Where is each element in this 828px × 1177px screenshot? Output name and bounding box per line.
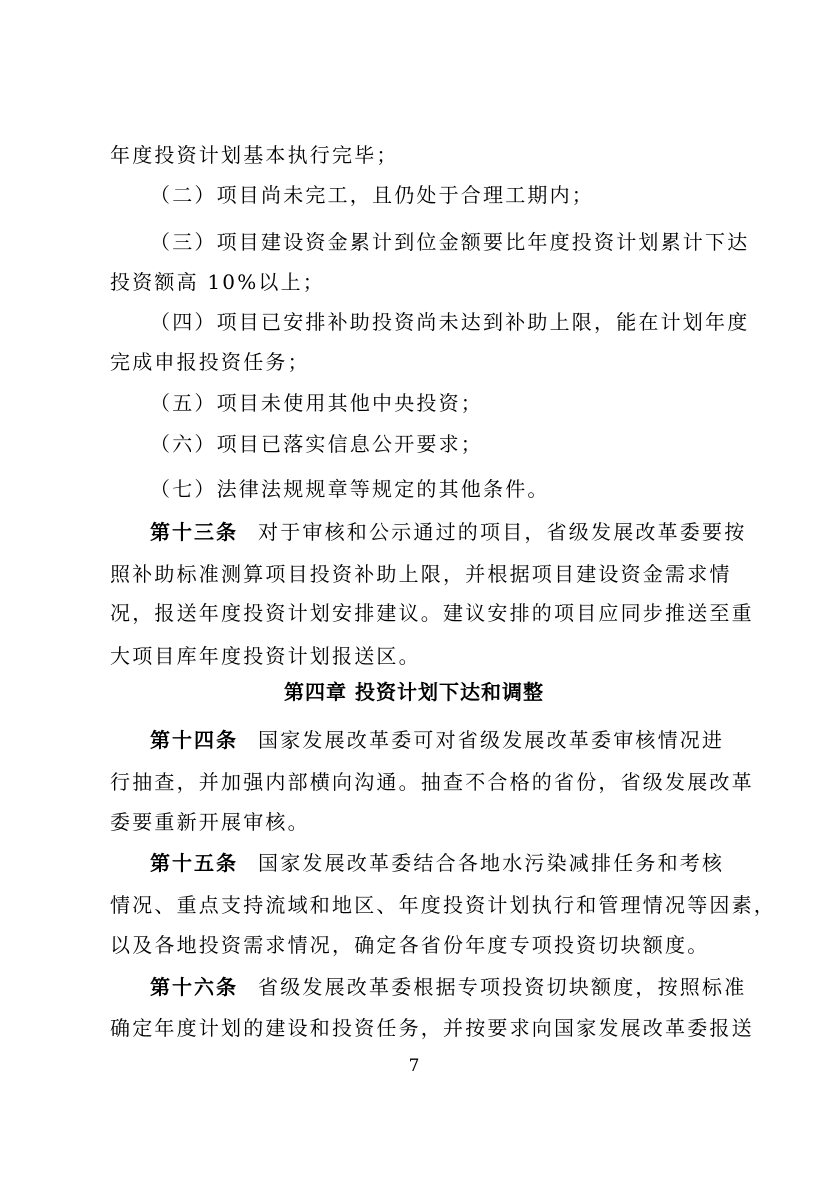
text-line: 况，报送年度投资计划安排建议。建议安排的项目应同步推送至重 xyxy=(110,601,754,625)
article-14-first-line xyxy=(150,728,725,752)
clause-five: （五）项目未使用其他中央投资； xyxy=(150,391,483,415)
text-line: 大项目库年度投资计划报送区。 xyxy=(110,644,421,668)
text-line: 完成申报投资任务； xyxy=(110,350,310,374)
text-line: 年度投资计划基本执行完毕； xyxy=(110,143,399,167)
clause-two: （二）项目尚未完工，且仍处于合理工期内； xyxy=(150,183,594,207)
text-line: 投资额高 10%以上； xyxy=(110,270,326,294)
page-number: 7 xyxy=(408,1056,420,1076)
article-13-label: 第十三条 xyxy=(150,520,238,544)
clause-six: （六）项目已落实信息公开要求； xyxy=(150,432,483,456)
article-15-first-line xyxy=(150,851,725,875)
text-line: 照补助标准测算项目投资补助上限，并根据项目建设资金需求情 xyxy=(110,562,732,586)
article-16-first-line xyxy=(150,975,747,999)
clause-four: （四）项目已安排补助投资尚未达到补助上限，能在计划年度 xyxy=(150,310,750,334)
article-13-first-line xyxy=(150,520,747,544)
article-16-text: 省级发展改革委根据专项投资切块额度，按照标准 xyxy=(258,975,747,999)
text-line: 委要重新开展审核。 xyxy=(110,810,310,834)
article-14-text: 国家发展改革委可对省级发展改革委审核情况进 xyxy=(258,728,725,752)
article-15-text: 国家发展改革委结合各地水污染减排任务和考核 xyxy=(258,851,725,875)
text-line: 以及各地投资需求情况，确定各省份年度专项投资切块额度。 xyxy=(110,933,710,957)
clause-seven: （七）法律法规规章等规定的其他条件。 xyxy=(150,477,550,501)
clause-three: （三）项目建设资金累计到位金额要比年度投资计划累计下达 xyxy=(150,230,750,254)
chapter-heading: 第四章 投资计划下达和调整 xyxy=(284,680,544,704)
article-15-label: 第十五条 xyxy=(150,851,238,875)
text-line: 情况、重点支持流域和地区、年度投资计划执行和管理情况等因素， xyxy=(110,893,776,917)
article-14-label: 第十四条 xyxy=(150,728,238,752)
article-13-text: 对于审核和公示通过的项目，省级发展改革委要按 xyxy=(258,520,747,544)
text-line: 确定年度计划的建设和投资任务，并按要求向国家发展改革委报送 xyxy=(110,1016,754,1040)
article-16-label: 第十六条 xyxy=(150,975,238,999)
text-line: 行抽查，并加强内部横向沟通。抽查不合格的省份，省级发展改革 xyxy=(110,770,754,794)
